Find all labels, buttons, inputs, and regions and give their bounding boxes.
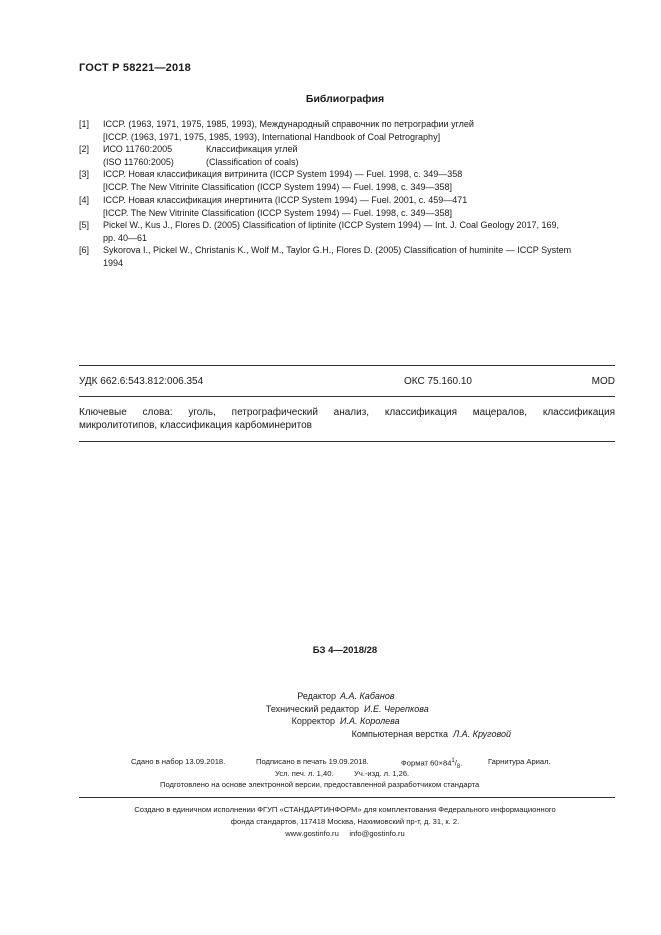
divider-publisher xyxy=(79,797,615,798)
divider-bottom xyxy=(79,441,615,442)
imprint-typeface: Гарнитура Ариал. xyxy=(488,757,551,766)
bib-line: ICCP. Новая классификация витринита (ICCP System 1994) — Fuel. 1998, с. 349—358 xyxy=(103,169,463,179)
document-header: ГОСТ Р 58221—2018 xyxy=(79,62,191,74)
divider-top xyxy=(79,365,615,366)
bib-number: [6] xyxy=(79,245,90,255)
email-link[interactable]: info@gostinfo.ru xyxy=(349,829,405,838)
udc-code: УДК 662.6:543.812:006.354 xyxy=(79,376,204,387)
bib-line: 1994 xyxy=(103,257,124,268)
mod-label: MOD xyxy=(591,376,615,387)
bib-number: [2] xyxy=(79,144,90,154)
imprint-submitted: Сдано в набор 13.09.2018. xyxy=(131,757,226,766)
bib-code: ИСО 11760:2005 xyxy=(103,144,173,154)
bib-title: Классификация углей xyxy=(206,144,298,154)
bib-title: (Classification of coals) xyxy=(206,156,299,167)
bib-code: (ISO 11760:2005) xyxy=(103,156,174,167)
staff-name: И.А. Королева xyxy=(340,716,400,726)
bib-line: pp. 40—61 xyxy=(103,232,148,243)
publisher-line: фонда стандартов, 117418 Москва, Нахимовский пр-т, д. 31, к. 2. xyxy=(230,817,460,826)
bib-line: [ICCP. The New Vitrinite Classification (ICCP System 1994) — Fuel. 1998, с. 349—358] xyxy=(103,181,452,192)
publisher-contacts xyxy=(0,828,661,840)
format-value: Формат 60×84 xyxy=(401,758,452,768)
imprint-format: Формат $60\times 84^1/_8$. xyxy=(401,758,463,771)
keywords-line: Ключевые слова: уголь, петрографический анализ, классификация мацералов, классификация xyxy=(79,407,615,418)
bib-number: [1] xyxy=(79,119,90,129)
bib-line: ICCP. Новая классификация инертинита (ICCP System 1994) — Fuel. 2001, с. 459—471 xyxy=(103,195,468,205)
format-sup: 1 xyxy=(451,758,455,764)
staff-name: Л.А. Круговой xyxy=(453,728,512,739)
staff-role: Компьютерная верстка xyxy=(351,728,448,739)
bz-number: БЗ 4—2018/28 xyxy=(312,645,378,656)
oks-code: ОКС 75.160.10 xyxy=(404,376,472,387)
bib-number: [3] xyxy=(79,169,90,179)
imprint-sheets: Усл. печ. л. 1,40. xyxy=(275,769,334,778)
staff-name: А.А. Кабанов xyxy=(340,691,395,701)
imprint-signed: Подписано в печать 19.09.2018. xyxy=(256,757,369,766)
publisher-line: Создано в единичном исполнении ФГУП «СТАНДАРТИНФОРМ» для комплектования Федерального информационного xyxy=(134,805,556,814)
bib-number: [5] xyxy=(79,220,90,230)
format-sub: 8 xyxy=(456,764,461,771)
bib-line: [ICCP. The New Vitrinite Classification (ICCP System 1994) — Fuel. 1998, с. 349—358] xyxy=(103,207,452,218)
keywords xyxy=(79,406,615,432)
imprint-prepared: Подготовлено на основе электронной версии, предоставленной разработчиком стандарта xyxy=(160,780,480,789)
divider-middle xyxy=(79,396,615,397)
staff-role: Технический редактор xyxy=(265,703,359,714)
keywords-line: микролитотипов, классификация карбоминеритов xyxy=(79,420,312,431)
staff-role: Редактор xyxy=(297,691,336,701)
bib-line: ICCP. (1963, 1971, 1975, 1985, 1993), Международный справочник по петрографии углей xyxy=(103,119,474,129)
website-link[interactable]: www.gostinfo.ru xyxy=(285,829,339,838)
bib-line: Pickel W., Kus J., Flores D. (2005) Classification of liptinite (ICCP System 1994) — Int. J. Coal Geology 2017, 169, xyxy=(103,220,560,230)
imprint-publ-sheets: Уч.-изд. л. 1,26. xyxy=(354,769,410,778)
bib-line: Sykorova I., Pickel W., Christanis K., Wolf M., Taylor G.H., Flores D. (2005) Classification of huminite — ICCP System xyxy=(103,245,572,255)
bib-number: [4] xyxy=(79,195,90,205)
staff-name: И.Е. Черепкова xyxy=(364,703,429,714)
bibliography-title: Библиография xyxy=(305,93,385,105)
bib-line: [ICCP. (1963, 1971, 1975, 1985, 1993), International Handbook of Coal Petrography] xyxy=(103,131,441,142)
staff-role: Корректор xyxy=(291,716,335,726)
